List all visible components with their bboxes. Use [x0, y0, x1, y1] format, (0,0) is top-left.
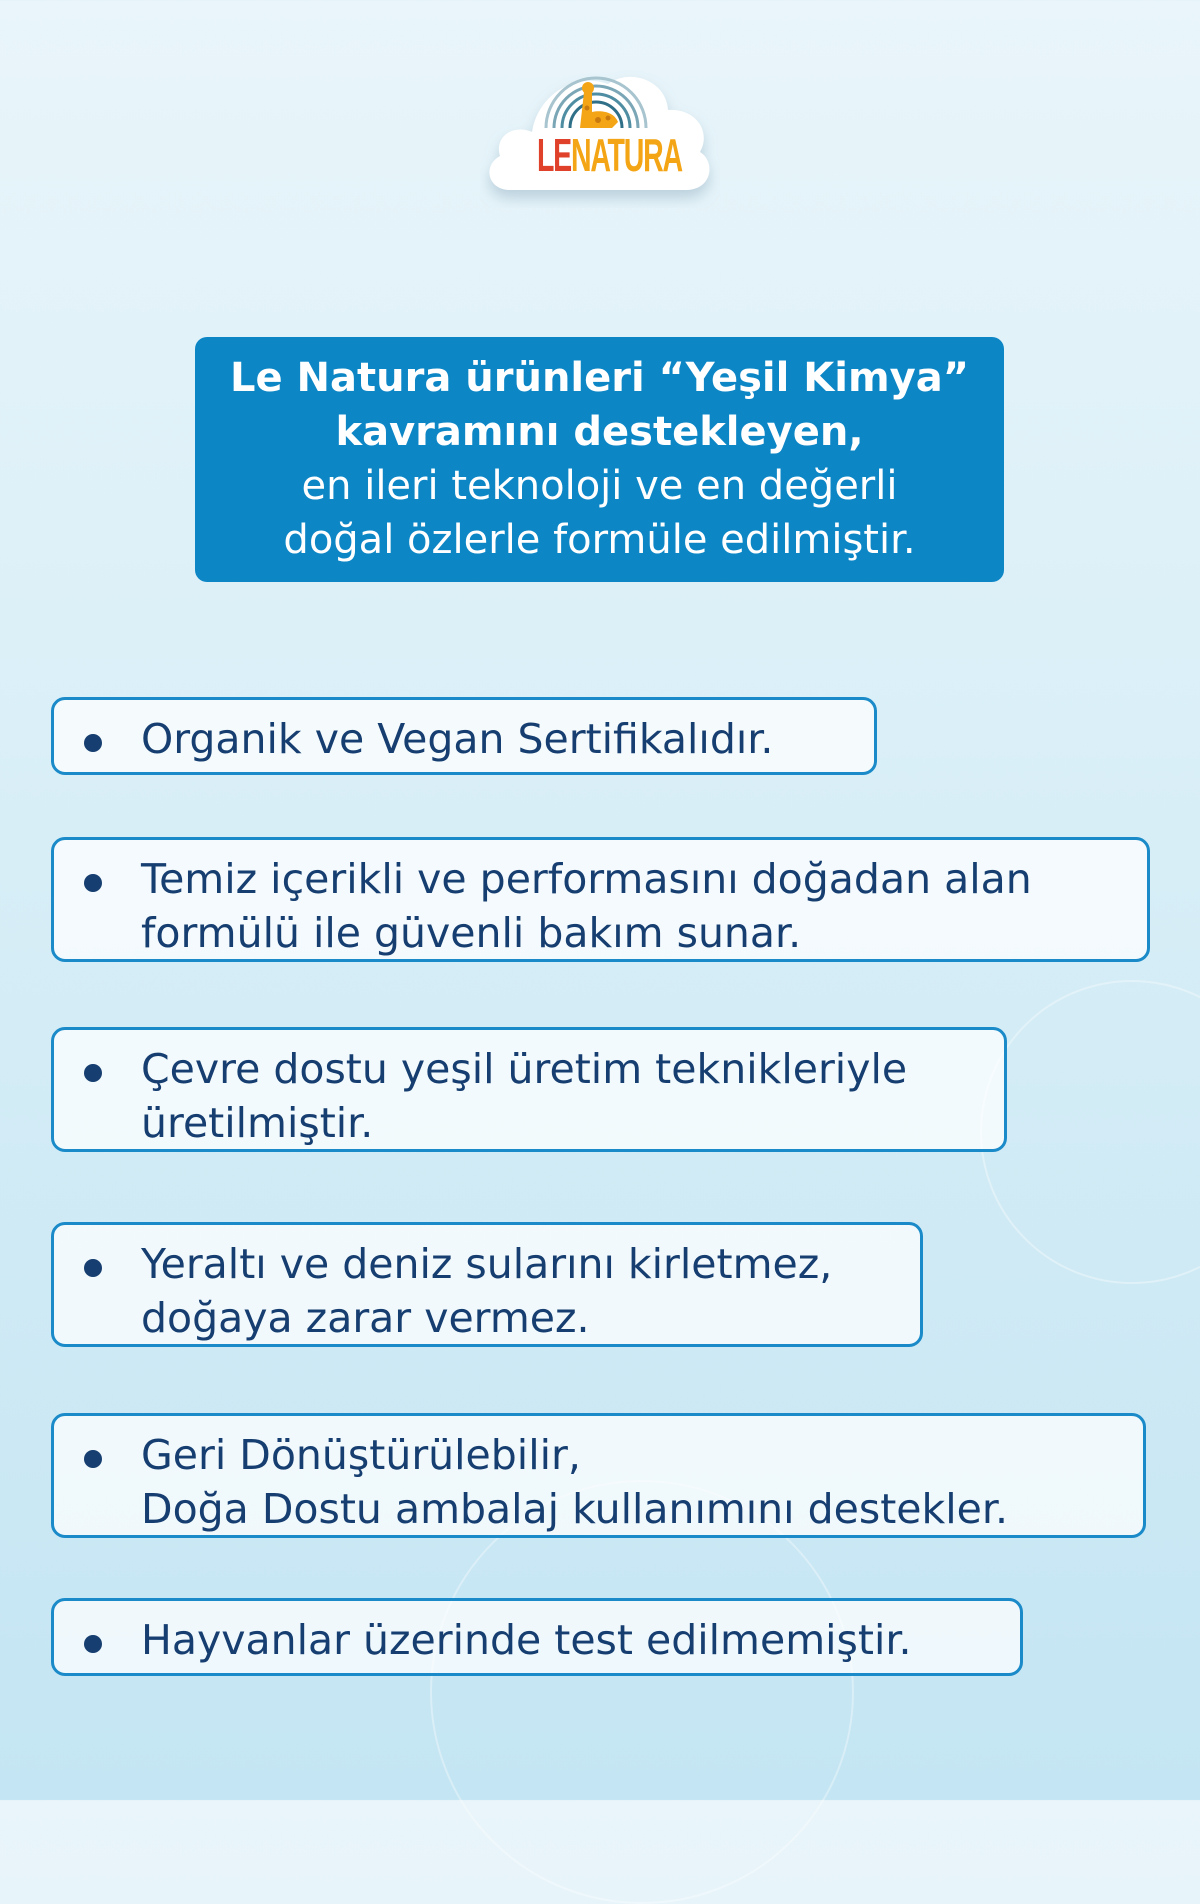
- brand-logo: [480, 58, 720, 208]
- headline-line-3: en ileri teknoloji ve en değerli: [301, 463, 898, 509]
- feature-item: [51, 1027, 1007, 1152]
- feature-item: [51, 837, 1150, 962]
- feature-text: Hayvanlar üzerinde test edilmemiştir.: [141, 1616, 912, 1664]
- bullet-icon: [84, 1259, 102, 1277]
- feature-text: Geri Dönüştürülebilir, Doğa Dostu ambalaj kullanımını destekler.: [141, 1431, 1008, 1533]
- feature-item: [51, 1413, 1146, 1538]
- bullet-icon: [84, 1635, 102, 1653]
- headline-box: [195, 337, 1004, 582]
- brand-wordmark: LENATURA: [537, 129, 682, 181]
- bullet-icon: [84, 734, 102, 752]
- feature-item: [51, 1598, 1023, 1676]
- feature-item: [51, 1222, 923, 1347]
- feature-text: Çevre dostu yeşil üretim teknikleriyle üretilmiştir.: [141, 1045, 908, 1147]
- feature-text: Yeraltı ve deniz sularını kirletmez, doğaya zarar vermez.: [141, 1240, 833, 1342]
- headline-line-2: kavramını destekleyen,: [335, 409, 864, 455]
- bullet-icon: [84, 874, 102, 892]
- bullet-icon: [84, 1064, 102, 1082]
- headline-line-4: doğal özlerle formüle edilmiştir.: [283, 517, 916, 563]
- feature-text: Organik ve Vegan Sertifikalıdır.: [141, 715, 774, 763]
- background-bubble: [430, 1480, 854, 1904]
- bullet-icon: [84, 1450, 102, 1468]
- feature-text: Temiz içerikli ve performasını doğadan alan formülü ile güvenli bakım sunar.: [141, 855, 1032, 957]
- feature-item: [51, 697, 877, 775]
- headline-line-1: Le Natura ürünleri “Yeşil Kimya”: [230, 355, 969, 401]
- background-bubble: [980, 980, 1200, 1284]
